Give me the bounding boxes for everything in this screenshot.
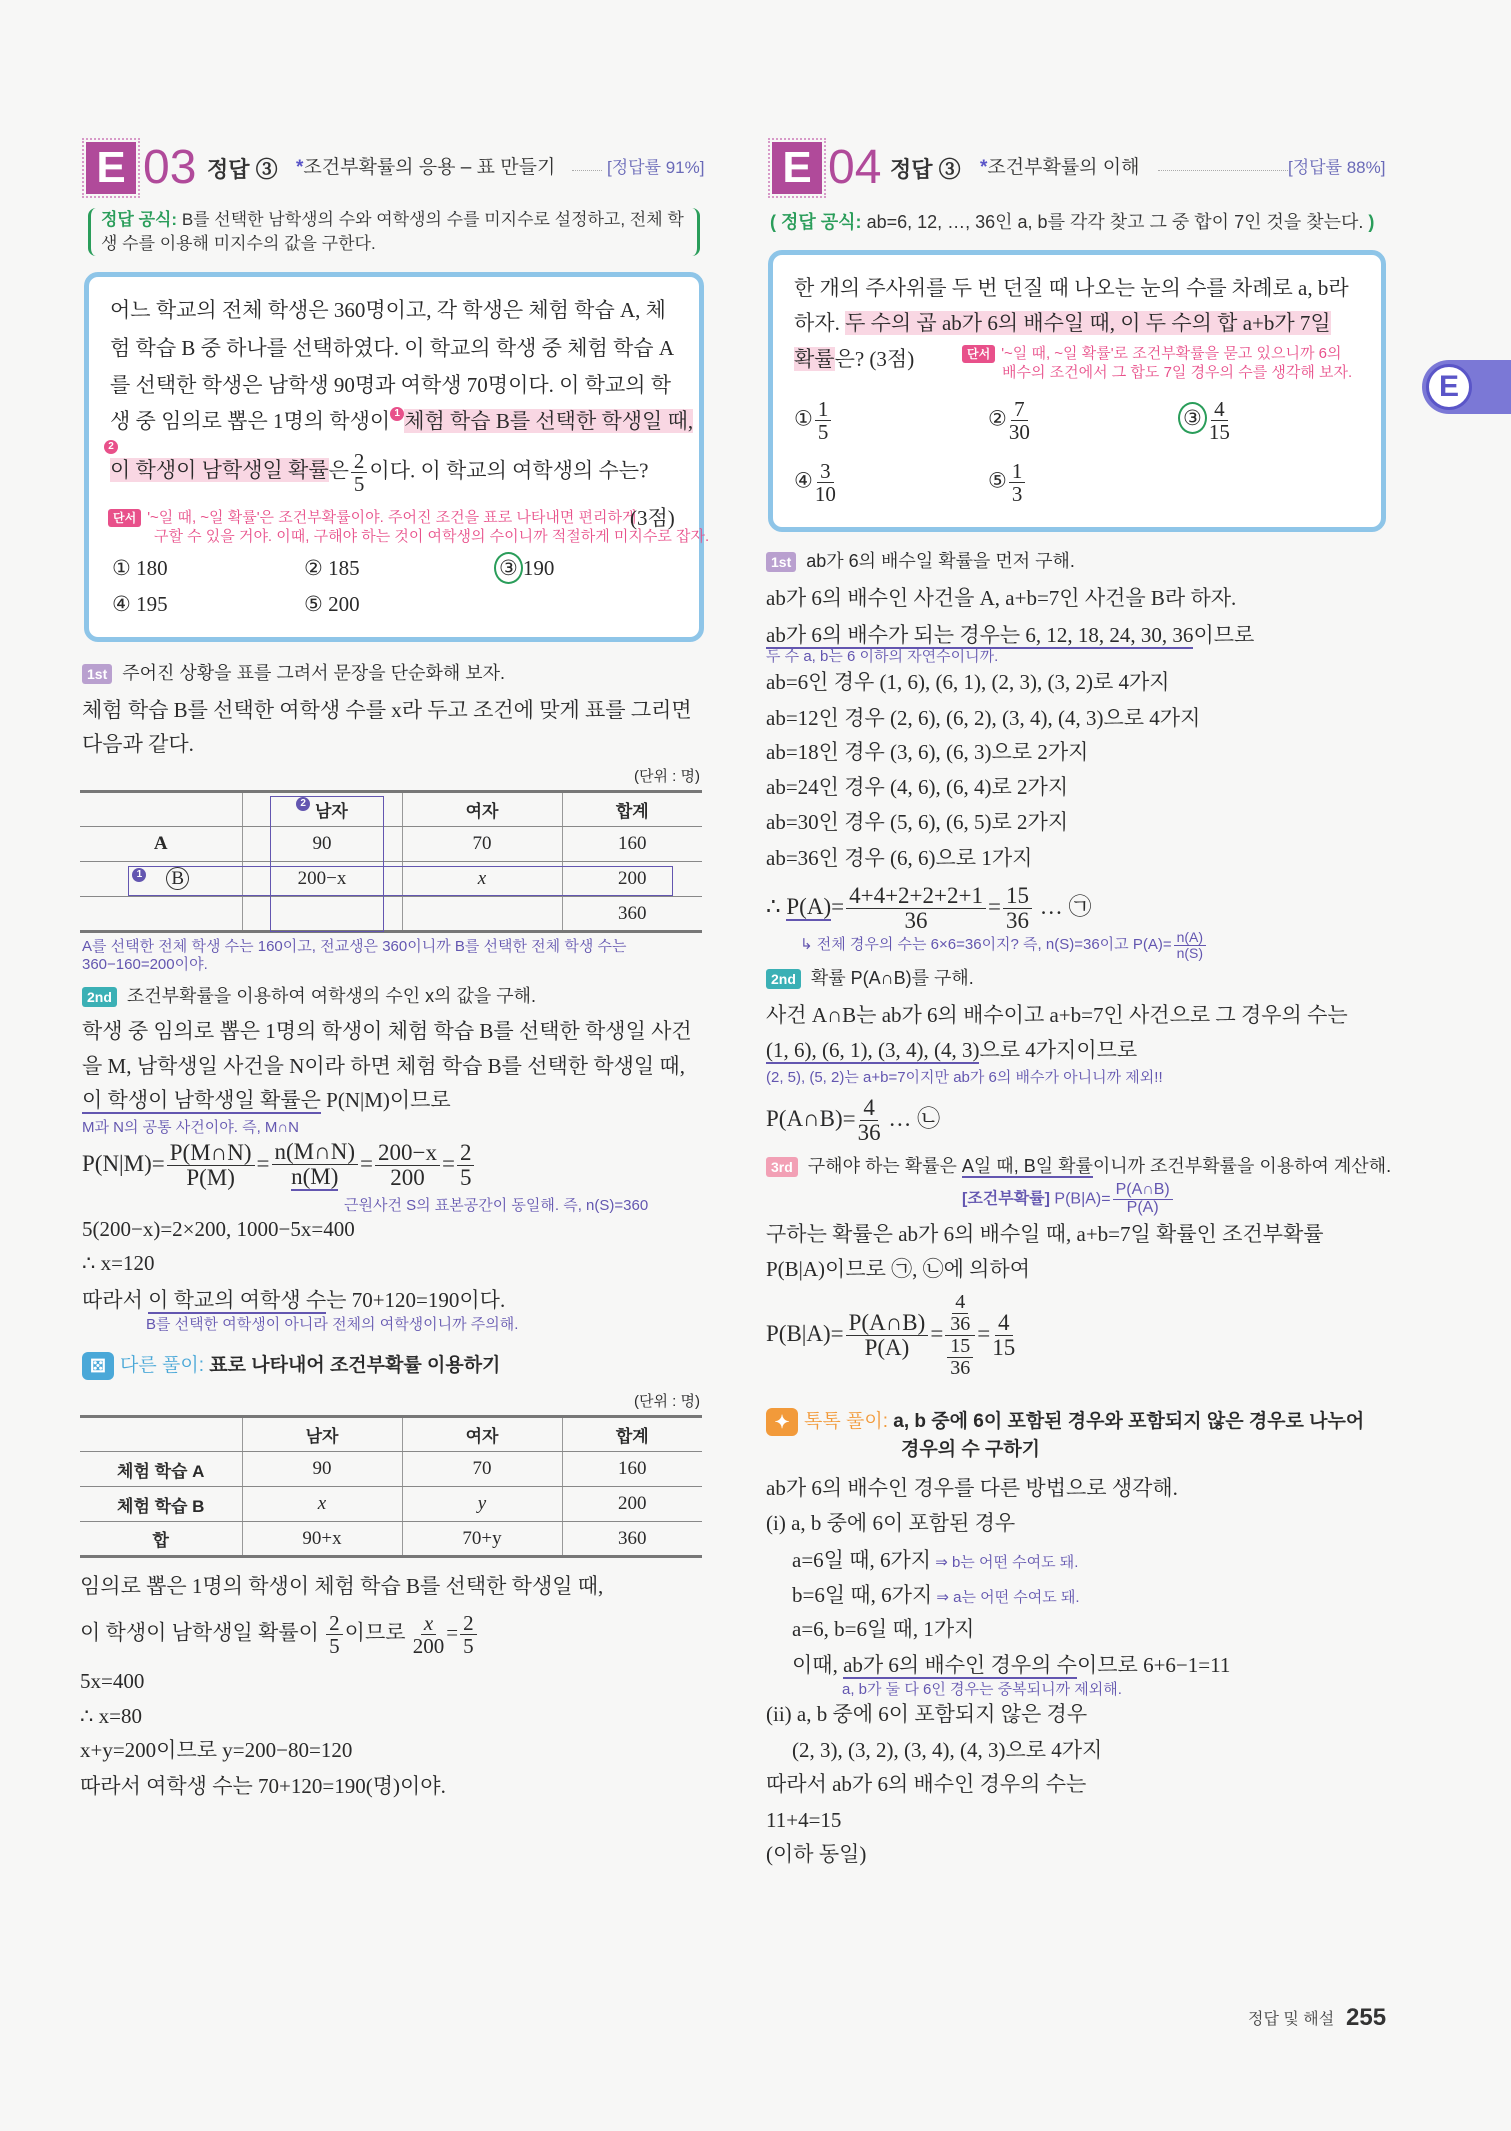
dice-icon: ⚄ xyxy=(82,1352,114,1380)
problem-line: 확률은? (3점) xyxy=(794,347,915,371)
note: ↳ 전체 경우의 수는 6×6=36이지? 즉, n(S)=36이고 P(A)= $\frac{n(A)}{n(S)}$ xyxy=(800,930,1208,960)
problem-number: 04 xyxy=(828,141,882,194)
problem-line: 생 중 임의로 뽑은 1명의 학생이 1 체험 학습 B를 선택한 학생일 때, xyxy=(110,408,694,433)
highlight-column-box xyxy=(270,796,384,932)
problem-line: 한 개의 주사위를 두 번 던질 때 나오는 눈의 수를 차례로 a, b라 xyxy=(794,276,1349,300)
problem-line: 험 학습 B 중 하나를 선택하였다. 이 학교의 학생 중 체험 학습 A xyxy=(110,336,674,360)
note: M과 N의 공통 사건이야. 즉, M∩N xyxy=(82,1119,300,1136)
step-1-heading: 1st 주어진 상황을 표를 그려서 문장을 단순화해 보자. xyxy=(82,661,505,685)
choice-3-correct[interactable]: ③ $\frac{4}{15}$ xyxy=(1178,398,1232,443)
answer-label: 정답 ③ xyxy=(890,157,961,182)
hint: 단서 '~일 때, ~일 확률'은 조건부확률이야. 주어진 조건을 표로 나타내면 편리하게 구할 수 있을 거야. 이때, 구해야 하는 것이 여학생의 수이니까 적절하게 미지수로 잡자. xyxy=(108,508,709,546)
problem-line: 어느 학교의 전체 학생은 360명이고, 각 학생은 체험 학습 A, 체 xyxy=(110,298,666,322)
text-line: 다음과 같다. xyxy=(82,732,194,756)
note: A를 선택한 전체 학생 수는 160이고, 전교생은 360이니까 B를 선택한 전체 학생 수는 360−160=200이야. xyxy=(82,938,627,973)
note: (2, 5), (5, 2)는 a+b=7이지만 ab가 6의 배수가 아니니까 제외!! xyxy=(766,1069,1163,1086)
marker-2: 2 xyxy=(104,440,118,454)
table-1: 2 남자 여자 합계 A 90 70 160 1 B 200−x x 200 360 xyxy=(80,790,702,933)
section-badge: E xyxy=(86,142,136,194)
unit-label: (단위 : 명) xyxy=(634,1393,700,1410)
step-2-heading: 2nd 확률 P(A∩B)를 구해. xyxy=(766,966,974,990)
equation: P(B|A)= $\frac{P(A\cap B)}{P(A)}$ = $\frac{\frac{4}{36}}{\frac{15}{36}}$ = $\frac{4}{15}$ xyxy=(766,1291,1016,1379)
equation: ∴ P(A)= $\frac{4+4+2+2+2+1}{36}$ = $\frac{15}{36}$ … ㉠ xyxy=(766,883,1092,934)
choice-2[interactable]: ② 185 xyxy=(304,556,360,580)
equation: P(A∩B)= $\frac{4}{36}$ … ㉡ xyxy=(766,1095,941,1146)
equation: P(N|M)= $\frac{P(M\cap N)}{P(M)}$ = $\frac{n(M\cap N)}{n(M)}$ = $\frac{200-x}{200}$ = $\frac{2}{5}$ xyxy=(82,1140,476,1191)
case-line: ab=6인 경우 (1, 6), (6, 1), (2, 3), (3, 2)로 4가지 xyxy=(766,670,1170,694)
text-line: 을 M, 남학생일 사건을 N이라 하면 체험 학습 B를 선택한 학생일 때, xyxy=(82,1054,685,1078)
text-line: 이때, ab가 6의 배수인 경우의 수이므로 6+6−1=11 xyxy=(792,1653,1231,1677)
choice-5[interactable]: ⑤ $\frac{1}{3}$ xyxy=(988,460,1027,505)
text-line: 5x=400 xyxy=(80,1669,145,1693)
step-2-heading: 2nd 조건부확률을 이용하여 여학생의 수인 x의 값을 구해. xyxy=(82,984,536,1008)
text-line: 11+4=15 xyxy=(766,1808,842,1832)
problem-line: 이 학생이 남학생일 확률은 $\frac{2}{5}$ 이다. 이 학교의 여학생의 수는? xyxy=(110,449,649,497)
text-line: a=6, b=6일 때, 1가지 xyxy=(792,1617,975,1641)
text-line: 체험 학습 B를 선택한 여학생 수를 x라 두고 조건에 맞게 표를 그리면 xyxy=(82,698,692,722)
case-line: ab=24인 경우 (4, 6), (6, 4)로 2가지 xyxy=(766,775,1069,799)
choice-4[interactable]: ④ $\frac{3}{10}$ xyxy=(794,459,836,507)
choice-1[interactable]: ① 180 xyxy=(112,556,168,580)
text-line: 이 학생이 남학생일 확률이 $\frac{2}{5}$ 이므로 $\frac{x}{200}$ = $\frac{2}{5}$ xyxy=(80,1612,479,1657)
note: B를 선택한 여학생이 아니라 전체의 여학생이니까 주의해. xyxy=(146,1316,519,1333)
text-line: (ii) a, b 중에 6이 포함되지 않은 경우 xyxy=(766,1702,1088,1726)
problem-number: 03 xyxy=(143,141,197,194)
note: 근원사건 S의 표본공간이 동일해. 즉, n(S)=360 xyxy=(344,1197,649,1214)
text-line: (i) a, b 중에 6이 포함된 경우 xyxy=(766,1511,1016,1535)
section-badge: E xyxy=(772,142,822,194)
problem-line: 를 선택한 학생은 남학생 90명과 여학생 70명이다. 이 학교의 학 xyxy=(110,373,672,397)
choice-1[interactable]: ① $\frac{1}{5}$ xyxy=(794,398,833,443)
problem-line: 하자. 두 수의 곱 ab가 6의 배수일 때, 이 두 수의 합 a+b가 7일 xyxy=(794,311,1331,335)
divider xyxy=(1158,170,1288,171)
text-line: 학생 중 임의로 뽑은 1명의 학생이 체험 학습 B를 선택한 학생일 사건 xyxy=(82,1019,692,1043)
text-line: ∴ x=80 xyxy=(80,1704,142,1728)
footer-label: 정답 및 해설 xyxy=(1248,2011,1335,2028)
text-line: 따라서 이 학교의 여학생 수는 70+120=190이다. xyxy=(82,1288,506,1312)
text-line: 이 학생이 남학생일 확률은 P(N|M)이므로 xyxy=(82,1088,451,1112)
page-number: 255 xyxy=(1346,2004,1387,2031)
text-line: 따라서 여학생 수는 70+120=190(명)이야. xyxy=(80,1774,446,1798)
text-line: (이하 동일) xyxy=(766,1842,867,1866)
text-line: 임의로 뽑은 1명의 학생이 체험 학습 B를 선택한 학생일 때, xyxy=(80,1574,604,1598)
text-line: (1, 6), (6, 1), (3, 4), (4, 3)으로 4가지이므로 xyxy=(766,1038,1138,1062)
case-line: ab=36인 경우 (6, 6)으로 1가지 xyxy=(766,846,1033,870)
correct-rate: [정답률 91%] xyxy=(607,158,705,177)
choice-2[interactable]: ② $\frac{7}{30}$ xyxy=(988,397,1030,445)
choice-3-correct[interactable]: ③ 190 xyxy=(494,552,554,584)
hint: 단서 '~일 때, ~일 확률'로 조건부확률을 묻고 있으니까 6의 배수의 조건에서 그 합도 7일 경우의 수를 생각해 보자. xyxy=(962,344,1352,382)
text-line: a=6일 때, 6가지 ⇒ b는 어떤 수여도 돼. xyxy=(792,1548,1079,1572)
highlight-row-box xyxy=(128,866,673,896)
answer-formula: ( 정답 공식: ab=6, 12, …, 36인 a, b를 각각 찾고 그 중 합이 7인 것을 찾는다. ) xyxy=(770,212,1375,232)
unit-label: (단위 : 명) xyxy=(634,768,700,785)
magic-wand-icon: ✦ xyxy=(766,1408,798,1436)
text-line: 구하는 확률은 ab가 6의 배수일 때, a+b=7일 확률인 조건부확률 xyxy=(766,1222,1324,1246)
text-line: 따라서 ab가 6의 배수인 경우의 수는 xyxy=(766,1772,1087,1796)
chapter-tab-label: E xyxy=(1426,364,1472,410)
case-line: ab=30인 경우 (5, 6), (6, 5)로 2가지 xyxy=(766,810,1069,834)
table-2: 남자 여자 합계 체험 학습 A 90 70 160 체험 학습 B x y 200 합 90+x 70+y 360 xyxy=(80,1415,702,1558)
note: [조건부확률] P(B|A)= $\frac{P(A\cap B)}{P(A)}$ xyxy=(962,1182,1175,1217)
case-line: ab=12인 경우 (2, 6), (6, 2), (3, 4), (4, 3)으로 4가지 xyxy=(766,706,1201,730)
chapter-tab[interactable] xyxy=(1422,360,1511,414)
correct-rate: [정답률 88%] xyxy=(1288,158,1386,177)
divider xyxy=(572,170,602,171)
text-line: ∴ x=120 xyxy=(82,1251,155,1275)
note: a, b가 둘 다 6인 경우는 중복되니까 제외해. xyxy=(842,1681,1122,1698)
choice-4[interactable]: ④ 195 xyxy=(112,592,168,616)
text-line: ab가 6의 배수가 되는 경우는 6, 12, 18, 24, 30, 36이므로 xyxy=(766,623,1255,647)
text-line: 사건 A∩B는 ab가 6의 배수이고 a+b=7인 사건으로 그 경우의 수는 xyxy=(766,1003,1348,1027)
topic: *조건부확률의 이해 xyxy=(980,157,1140,178)
text-line: P(B|A)이므로 ㉠, ㉡에 의하여 xyxy=(766,1257,1031,1281)
points: (3점) xyxy=(630,506,675,530)
answer-formula: 정답 공식: B를 선택한 남학생의 수와 여학생의 수를 미지수로 설정하고, 전체 학 생 수를 이용해 미지수의 값을 구한다. xyxy=(88,208,700,256)
answer-label: 정답 ③ xyxy=(207,157,278,182)
text-line: ab가 6의 배수인 사건을 A, a+b=7인 사건을 B라 하자. xyxy=(766,586,1237,610)
choice-5[interactable]: ⑤ 200 xyxy=(304,592,360,616)
marker-1: 1 xyxy=(390,407,404,421)
topic: *조건부확률의 응용 – 표 만들기 xyxy=(296,157,556,178)
step-1-heading: 1st ab가 6의 배수일 확률을 먼저 구해. xyxy=(766,549,1075,573)
tip-heading: ✦ 톡톡 풀이: a, b 중에 6이 포함된 경우와 포함되지 않은 경우로 나누어 경우의 수 구하기 xyxy=(766,1408,1364,1464)
text-line: (2, 3), (3, 2), (3, 4), (4, 3)으로 4가지 xyxy=(792,1738,1103,1762)
text-line: b=6일 때, 6가지 ⇒ a는 어떤 수여도 돼. xyxy=(792,1583,1080,1607)
text-line: ab가 6의 배수인 경우를 다른 방법으로 생각해. xyxy=(766,1476,1178,1500)
alt-solution-heading: ⚄ 다른 풀이: 표로 나타내어 조건부확률 이용하기 xyxy=(82,1350,500,1380)
step-3-heading: 3rd 구해야 하는 확률은 A일 때, B일 확률이니까 조건부확률을 이용하여 계산해. xyxy=(766,1154,1391,1178)
note: 두 수 a, b는 6 이하의 자연수이니까. xyxy=(766,648,999,665)
case-line: ab=18인 경우 (3, 6), (6, 3)으로 2가지 xyxy=(766,740,1089,764)
text-line: 5(200−x)=2×200, 1000−5x=400 xyxy=(82,1217,355,1241)
text-line: x+y=200이므로 y=200−80=120 xyxy=(80,1738,353,1762)
